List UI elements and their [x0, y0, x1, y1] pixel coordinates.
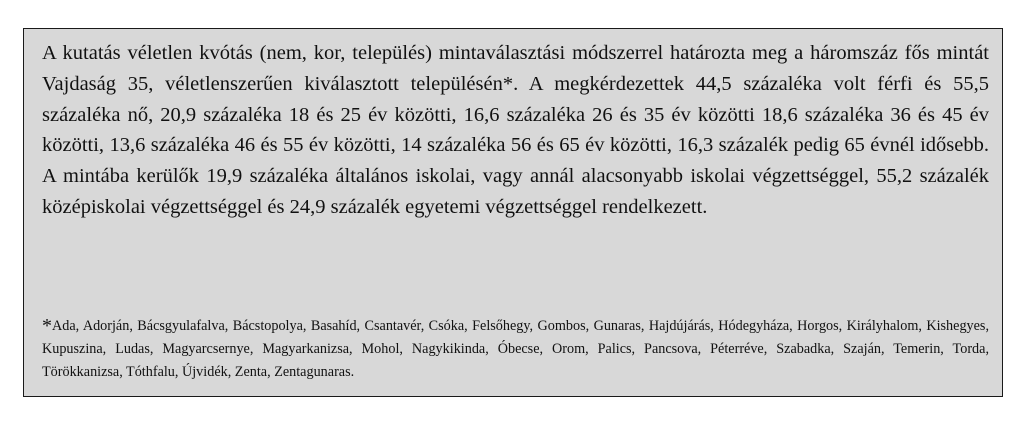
footnote-marker: *: [42, 315, 52, 337]
footnote-text: Ada, Adorján, Bácsgyulafalva, Bácstopolya, Basahíd, Csantavér, Csóka, Felsőhegy, Gombos, Gunaras, Hajdújárás, Hódegyháza, Horgos, Királyhalom, Kishegyes, Kupuszina, Ludas, Magyarcsernye, Magyarkanizsa, Mohol, Nagykikinda, Óbecse, Orom, Palics, Pancsova, Péterréve, Szabadka, Szaján, Temerin, Torda, Törökkanizsa, Tóthfalu, Újvidék, Zenta, Zentagunaras.: [42, 318, 989, 380]
main-paragraph: A kutatás véletlen kvótás (nem, kor, település) mintaválasztási módszerrel határozta meg a háromszáz fős mintát Vajdaság 35, véletlenszerűen kiválasztott településén*. A megkérdezettek 44,5 százaléka volt férfi és 55,5 százaléka nő, 20,9 százaléka 18 és 25 év közötti, 16,6 százaléka 26 és 35 év közötti 18,6 százaléka 36 és 45 év közötti, 13,6 százaléka 46 és 55 év közötti, 14 százaléka 56 és 65 év közötti, 16,3 százalék pedig 65 évnél idősebb. A mintába kerülők 19,9 százaléka általános iskolai, vagy annál alacsonyabb iskolai végzettséggel, 55,2 százalék középiskolai végzettséggel és 24,9 százalék egyetemi végzettséggel rendelkezett.: [42, 42, 989, 218]
text-box: [23, 28, 1003, 397]
footnote: [42, 313, 989, 384]
